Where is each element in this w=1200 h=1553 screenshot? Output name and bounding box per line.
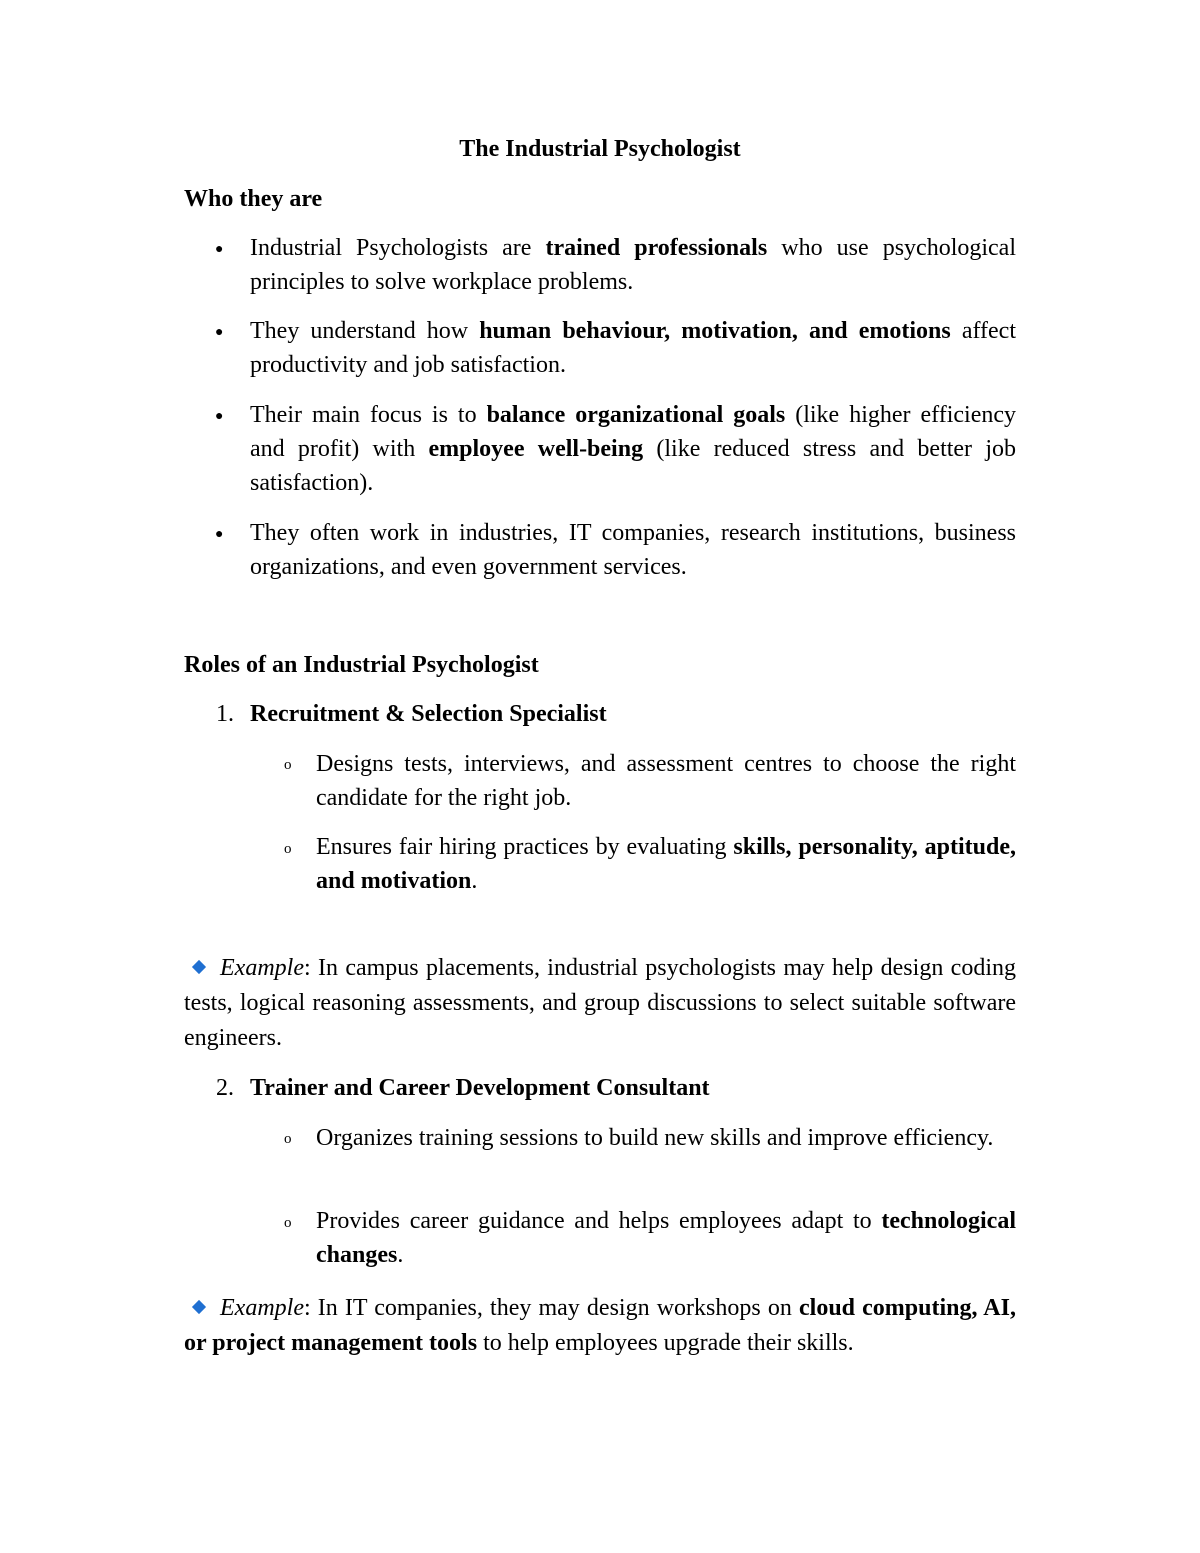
diamond-bullet-icon [192, 1300, 206, 1314]
example-label: Example [220, 955, 304, 981]
bold-run: employee well-being [428, 436, 644, 462]
document-title: The Industrial Psychologist [459, 136, 741, 162]
text-run: : In IT companies, they may design workshops on [303, 1295, 799, 1321]
sub-bullet-marker: o [284, 1215, 292, 1231]
text-run: who use psychological principles to solve workplace problems. [250, 235, 1017, 295]
text-run: . [397, 1242, 404, 1268]
bullet-item [250, 231, 1016, 299]
bullet-marker: ● [215, 409, 224, 424]
section-heading-roles: Roles of an Industrial Psychologist [184, 652, 539, 678]
example-label: Example [220, 1295, 304, 1321]
text-run: They often work in industries, IT companies, research institutions, business organizations, and even government services. [250, 520, 1016, 580]
text-run: Industrial Psychologists are [250, 235, 546, 261]
list-number: 1. [216, 701, 234, 727]
bold-run: technological changes [316, 1208, 1016, 1268]
bullet-item [250, 516, 1016, 584]
sub-bullet-marker: o [284, 757, 292, 773]
role-title: Recruitment & Selection Specialist [250, 701, 607, 727]
text-run: Ensures fair hiring practices by evaluating [316, 834, 734, 860]
sub-bullet-marker: o [284, 841, 292, 857]
text-run: (like higher efficiency and profit) with [250, 402, 1016, 462]
text-run: Their main focus is to [250, 402, 487, 428]
text-run: affect productivity and job satisfaction. [250, 318, 1016, 378]
bold-run: cloud computing, AI, or project management tools [184, 1295, 1016, 1356]
text-run: (like reduced stress and better job satisfaction). [250, 436, 1016, 496]
bold-run: human behaviour, motivation, and emotions [479, 318, 951, 344]
sub-list-item [316, 747, 1016, 815]
sub-list-item [316, 1121, 1016, 1155]
sub-list-item [316, 830, 1016, 898]
text-run: Designs tests, interviews, and assessment centres to choose the right candidate for the right job. [316, 751, 1016, 811]
sub-list-item [316, 1204, 1016, 1272]
bold-run: trained professionals [545, 235, 768, 261]
example-paragraph [184, 951, 1016, 1056]
bullet-item [250, 398, 1016, 500]
text-run: Organizes training sessions to build new skills and improve efficiency. [316, 1125, 994, 1151]
section-heading-who-they-are: Who they are [184, 186, 323, 212]
diamond-bullet-icon [192, 960, 206, 974]
sub-bullet-marker: o [284, 1131, 292, 1147]
bullet-marker: ● [215, 527, 224, 542]
role-title: Trainer and Career Development Consultant [250, 1075, 710, 1101]
list-number: 2. [216, 1075, 234, 1101]
bullet-marker: ● [215, 242, 224, 257]
bullet-marker: ● [215, 325, 224, 340]
bold-run: balance organizational goals [486, 402, 786, 428]
text-run: : In campus placements, industrial psychologists may help design coding tests, logical reasoning assessments, and group discussions to select suitable software engineers. [184, 955, 1016, 1051]
text-run: to help employees upgrade their skills. [477, 1330, 854, 1356]
text-run: Provides career guidance and helps employees adapt to [316, 1208, 882, 1234]
bullet-item [250, 314, 1016, 382]
example-paragraph [184, 1291, 1016, 1361]
text-run: . [471, 868, 478, 894]
text-run: They understand how [250, 318, 480, 344]
bold-run: skills, personality, aptitude, and motivation [316, 834, 1016, 894]
